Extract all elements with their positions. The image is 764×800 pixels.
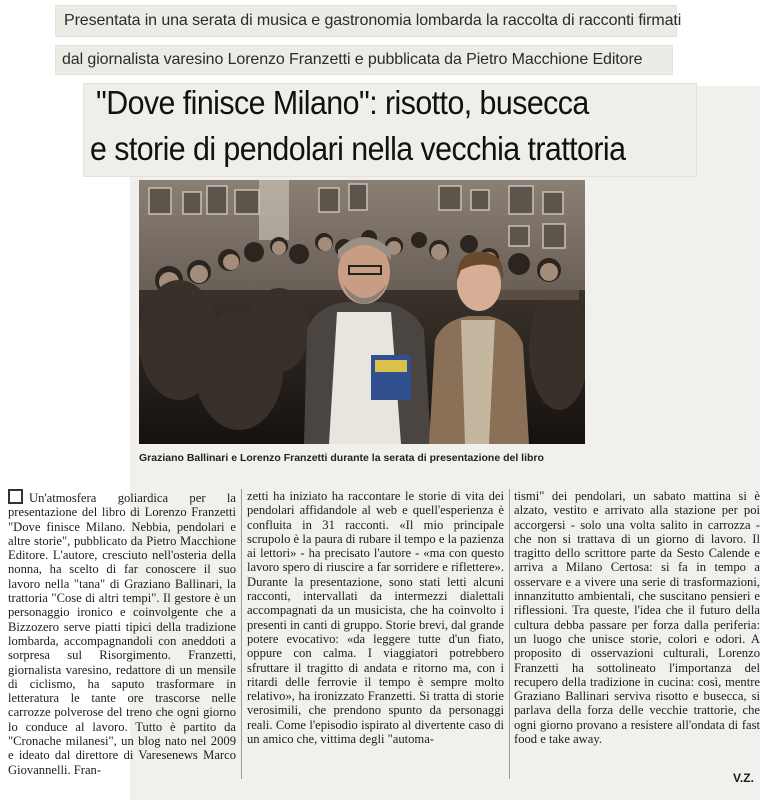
article-column-2 (247, 489, 504, 746)
article-column-3-body: tismi" dei pendolari, un sabato mattina si è alzato, vestito e arrivato alla stazione per poi accorgersi - solo una volta salito in carrozza - che non si trattava di un giorno di lavoro. Il tragitto dello scrittore parte da Sesto Calende e arriva a Milano Certosa: si fa in tempo a osservare e a vivere una serie di trasformazioni, innanzitutto ambientali, che suscitano pensieri e riflessioni. Tra queste, l'idea che il futuro della cultura debba passare per forza dalla periferia: un luogo che unisce storie, colori e odori. A proposito di osservazioni culturali, Lorenzo Franzetti ha sottolineato l'importanza del recupero della tradizione in cucina: così, mentre Graziano Ballinari serviva risotto e busecca, si parlava della forza delle vecchie trattorie, che ogni giorno provano a resistere all'ondata di fast food e take away. (514, 489, 760, 747)
article-column-3 (514, 489, 760, 746)
kicker-line-1: Presentata in una serata di musica e gastronomia lombarda la raccolta di racconti firmati (64, 12, 682, 29)
photo-caption: Graziano Ballinari e Lorenzo Franzetti durante la serata di presentazione del libro (139, 452, 544, 464)
event-photo (139, 180, 585, 444)
column-divider-1 (241, 489, 242, 779)
headline-line-2: e storie di pendolari nella vecchia trattoria (90, 130, 626, 167)
article-column-2-body: zetti ha iniziato ha raccontare le storie di vita dei pendolari affidandole al web e quell'esperienza è confluita in 31 racconti. «Il mio principale scrupolo è la paura di rubare il tempo e la pazienza ai lettori» - ha precisato l'autore - «ma con questo lavoro spero di riuscire a far sorridere e riflettere». Durante la presentazione, sono stati letti alcuni racconti, intervallati da intermezzi dialettali accompagnati da un musicista, che ha coinvolto i presenti in canti di gruppo. Storie brevi, dal grande potere evocativo: «da leggere tutte d'un fiato, oppure con calma. I viaggiatori potrebbero sfruttare il tragitto di andata e ritorno ma, con i ritardi delle ferrovie il tempo è sempre molto relativo», ha ironizzato Franzetti. Si tratta di storie verosimili, che prendono spunto da personaggi reali. Come l'episodio ispirato al divertente caso di un amico che, vittima degli "automa- (247, 489, 504, 747)
headline-line-1: "Dove finisce Milano": risotto, busecca (96, 84, 589, 121)
article-column-1-text (8, 489, 236, 777)
column-divider-2 (509, 489, 510, 779)
event-photo-image (139, 180, 585, 444)
article-start-square-icon (8, 489, 23, 504)
article-column-1-body: Un'atmosfera goliardica per la presentazione del libro di Lorenzo Franzetti "Dove finisce Milano. Nebbia, pendolari e altre storie", pubblicato da Pietro Macchione Editore. L'autore, cresciuto nell'osteria della nonna, ha scelto di far conoscere il suo lavoro nella "tana" di Graziano Ballinari, la trattoria "Cose di altri tempi". Il gestore è un personaggio ironico e coinvolgente che a Bizzozero serve piatti tipici della tradizione lombarda, accompagnandoli con aneddoti a sorpresa sul Risorgimento. Franzetti, giornalista varesino, redattore di un mensile di ciclismo, ha saputo trasformare in letteratura le tante ore trascorse nelle carrozze polverose del treno che ogni giorno lo conduce al lavoro. Tutto è partito da "Cronache milanesi", un blog nato nel 2009 e ideato dal direttore di Varesenews Marco Giovannelli. Fran- (8, 491, 236, 777)
article-column-1 (8, 489, 236, 777)
author-signature: V.Z. (733, 771, 754, 785)
kicker-line-2: dal giornalista varesino Lorenzo Franzetti e pubblicata da Pietro Macchione Editore (62, 51, 643, 68)
